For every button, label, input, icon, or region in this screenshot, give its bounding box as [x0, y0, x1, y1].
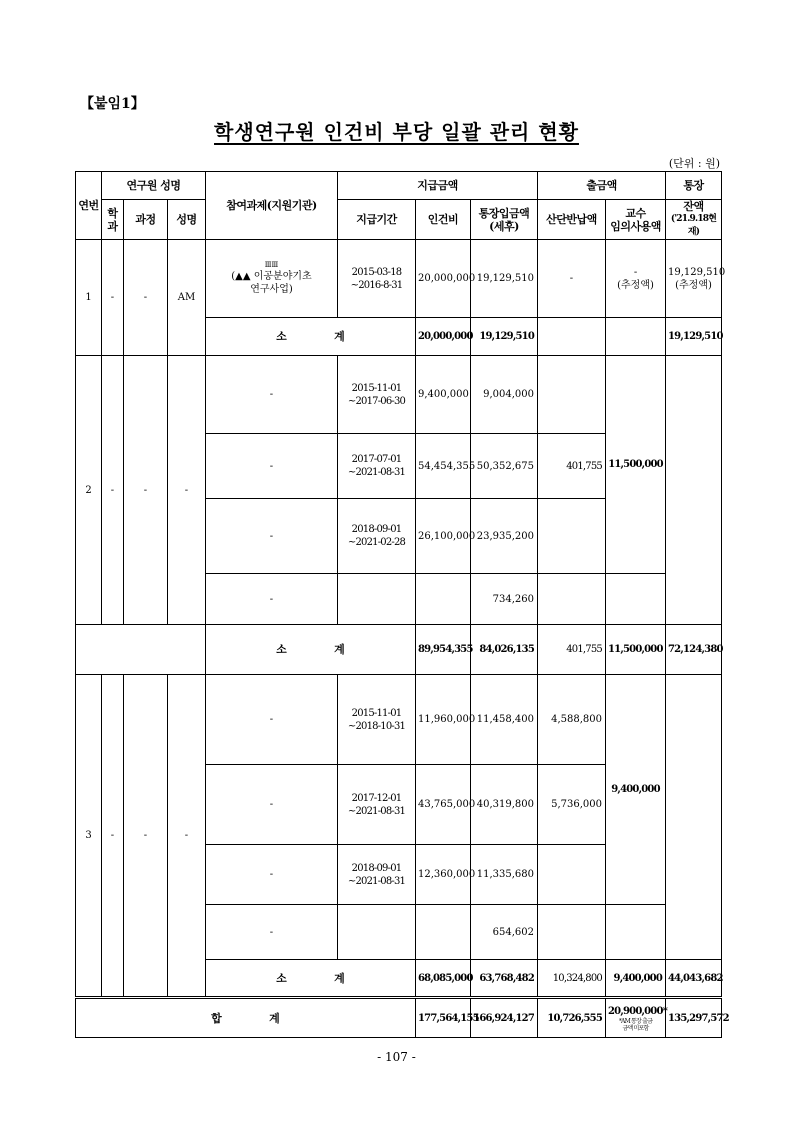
header-professor-line2: 임의사용액 [610, 219, 661, 233]
group3-name: - [168, 675, 206, 998]
group2-row1-deposit: 9,004,000 [471, 356, 538, 434]
group3-row3-period-line1: 2018-09-01 [351, 862, 402, 874]
group3-subtotal-balance: 44,043,682 [666, 960, 722, 998]
group3-subtotal-deposit: 63,768,482 [471, 960, 538, 998]
group1-project-line1: ⅢⅢ [264, 261, 279, 269]
group2-subtotal-deposit: 84,026,135 [471, 625, 538, 675]
group2-row1-project: - [206, 356, 338, 434]
group2-subtotal-label-b: 계 [334, 643, 345, 656]
group1-return: - [538, 240, 606, 318]
total-professor-value: 20,900,000* [608, 1005, 668, 1017]
header-balance [666, 200, 722, 240]
group3-row2-labor-cost: 43,765,000 [416, 765, 471, 845]
group1-department: - [102, 240, 124, 356]
group2-department: - [102, 356, 124, 625]
total-label-b: 계 [269, 1011, 280, 1025]
group1-subtotal-balance: 19,129,510 [666, 318, 722, 356]
group2-row2-return: 401,755 [538, 434, 606, 499]
attachment-label: 【붙임1】 [80, 96, 145, 112]
table-row [76, 675, 722, 765]
group3-subtotal-labor-cost: 68,085,000 [416, 960, 471, 998]
header-deposit-line1: 통장입금액 [478, 206, 530, 220]
group3-row3-project: - [206, 845, 338, 905]
group3-row2-return: 5,736,000 [538, 765, 606, 845]
group3-subtotal-label-b: 계 [334, 971, 345, 985]
group3-subtotal-professor: 9,400,000 [606, 960, 666, 998]
group2-subtotal-label-a: 소 [276, 643, 287, 656]
header-balance-line1: 통장 [666, 172, 722, 200]
group3-row4-period [338, 905, 416, 960]
group1-subtotal-label-a: 소 [276, 330, 287, 343]
group2-row1-period [338, 356, 416, 434]
group2-row1-labor-cost: 9,400,000 [416, 356, 471, 434]
group3-professor: 9,400,000 [606, 675, 666, 905]
group2-name: - [168, 356, 206, 625]
group2-row4-return [538, 574, 606, 625]
group3-row2-project: - [206, 765, 338, 845]
header-department: 학과 [102, 200, 124, 240]
group2-row3-project: - [206, 499, 338, 574]
total-return: 10,726,555 [538, 998, 606, 1038]
group3-no: 3 [76, 675, 102, 998]
group1-professor [606, 240, 666, 318]
group2-no: 2 [76, 356, 102, 625]
header-payment: 지급금액 [338, 172, 538, 200]
group1-balance-line2: (추정액) [675, 279, 712, 291]
group3-row3-period [338, 845, 416, 905]
group2-row3-period [338, 499, 416, 574]
group1-balance-line1: 19,129,510 [668, 266, 726, 278]
group2-row4-deposit: 734,260 [471, 574, 538, 625]
group3-row2-period [338, 765, 416, 845]
header-labor-cost: 인건비 [416, 200, 471, 240]
group2-subtotal-balance: 72,124,380 [666, 625, 722, 675]
header-return: 산단반납액 [538, 200, 606, 240]
total-label [76, 998, 416, 1038]
header-balance-line3: ('21.9.18현재) [670, 214, 717, 237]
group1-professor-line1: - [633, 266, 638, 278]
group1-professor-line2: (추정액) [617, 279, 654, 291]
labor-cost-table [75, 171, 729, 1038]
group1-labor-cost: 20,000,000 [416, 240, 471, 318]
group2-row2-period-line1: 2017-07-01 [351, 454, 402, 465]
group2-subtotal-return: 401,755 [538, 625, 606, 675]
group1-name: AM [168, 240, 206, 356]
group3-row1-project: - [206, 675, 338, 765]
group3-subtotal-label-a: 소 [276, 971, 287, 985]
group1-period-line1: 2015-03-18 [351, 266, 402, 278]
group3-row4-professor-empty [606, 905, 666, 960]
group3-row2-deposit: 40,319,800 [471, 765, 538, 845]
total-professor-note-line1: *AM 통장 출금 [618, 1017, 653, 1025]
group2-subtotal-left-empty [76, 625, 206, 675]
header-professor-line1: 교수 [625, 206, 646, 220]
page-title-text: 학생연구원 인건비 부당 일괄 관리 현황 [214, 120, 579, 144]
group1-subtotal-deposit: 19,129,510 [471, 318, 538, 356]
group2-row2-project: - [206, 434, 338, 499]
group3-course: - [124, 675, 168, 998]
header-balance-line2: 잔액 [683, 200, 704, 213]
group3-row4-deposit: 654,602 [471, 905, 538, 960]
group1-subtotal-label [206, 318, 416, 356]
total-labor-cost: 177,564,155 [416, 998, 471, 1038]
group3-row1-return: 4,588,800 [538, 675, 606, 765]
group3-balance-empty [666, 675, 722, 960]
header-withdrawal: 출금액 [538, 172, 666, 200]
group2-row1-period-line2: ~2017-06-30 [347, 395, 406, 407]
group1-project-line3: 연구사업) [250, 284, 293, 295]
group2-professor: 11,500,000 [606, 356, 666, 574]
group2-row2-deposit: 50,352,675 [471, 434, 538, 499]
group3-row1-period [338, 675, 416, 765]
group1-subtotal-label-b: 계 [334, 330, 345, 343]
group1-period-line2: ~2016-8-31 [350, 279, 403, 291]
subtotal-row [76, 625, 722, 675]
group3-row4-project: - [206, 905, 338, 960]
total-row [76, 998, 722, 1038]
group2-row3-deposit: 23,935,200 [471, 499, 538, 574]
group1-subtotal-professor [606, 318, 666, 356]
group3-row2-period-line2: ~2021-08-31 [347, 805, 406, 817]
group2-subtotal-labor-cost: 89,954,355 [416, 625, 471, 675]
total-balance: 135,297,572 [666, 998, 722, 1038]
group3-row3-period-line2: ~2021-08-31 [347, 875, 406, 887]
header-period: 지급기간 [338, 200, 416, 240]
group2-subtotal-label [206, 625, 416, 675]
group3-row1-labor-cost: 11,960,000 [416, 675, 471, 765]
table-row [76, 356, 722, 434]
group3-row1-period-line2: ~2018-10-31 [347, 720, 406, 732]
group3-row1-deposit: 11,458,400 [471, 675, 538, 765]
group2-row3-return [538, 499, 606, 574]
header-professor [606, 200, 666, 240]
group2-row3-labor-cost: 26,100,000 [416, 499, 471, 574]
group1-balance [666, 240, 726, 318]
group1-subtotal-labor-cost: 20,000,000 [416, 318, 471, 356]
header-no: 연번 [76, 172, 102, 240]
header-deposit [471, 200, 538, 240]
group2-row4-labor-cost [416, 574, 471, 625]
page-title [0, 116, 793, 145]
group1-subtotal-return [538, 318, 606, 356]
group3-row3-return [538, 845, 606, 905]
group2-row2-period [338, 434, 416, 499]
group3-subtotal-return: 10,324,800 [538, 960, 606, 998]
group2-subtotal-professor: 11,500,000 [606, 625, 666, 675]
group1-project-line2: (▲▲ 이공분야기초 [231, 271, 312, 282]
group3-subtotal-label [206, 960, 416, 998]
group2-course: - [124, 356, 168, 625]
header-project: 참여과제(지원기관) [206, 172, 338, 240]
group2-row4-professor-empty [606, 574, 666, 625]
header-deposit-line2: (세후) [489, 219, 519, 233]
total-label-a: 합 [211, 1011, 222, 1025]
total-professor [606, 998, 666, 1038]
group1-no: 1 [76, 240, 102, 356]
group2-balance-empty [666, 356, 722, 625]
group1-project [206, 240, 338, 318]
group3-row1-period-line1: 2015-11-01 [351, 707, 402, 719]
group1-course: - [124, 240, 168, 356]
group2-row4-period [338, 574, 416, 625]
total-deposit: 166,924,127 [471, 998, 538, 1038]
table-row [76, 240, 722, 318]
group2-row2-period-line2: ~2021-08-31 [347, 467, 406, 478]
unit-label: (단위 : 원) [668, 157, 720, 170]
group3-row2-period-line1: 2017-12-01 [351, 792, 402, 804]
group2-row1-period-line1: 2015-11-01 [351, 382, 402, 394]
page-number: - 107 - [377, 1050, 416, 1064]
header-researcher-name: 연구원 성명 [102, 172, 206, 200]
header-name: 성명 [168, 200, 206, 240]
group2-row3-period-line1: 2018-09-01 [351, 524, 402, 535]
group1-period [338, 240, 416, 318]
group3-row3-deposit: 11,335,680 [471, 845, 538, 905]
group2-row2-labor-cost: 54,454,355 [416, 434, 471, 499]
group2-row3-period-line2: ~2021-02-28 [347, 537, 406, 548]
group3-row4-labor-cost [416, 905, 471, 960]
group3-row4-return [538, 905, 606, 960]
group1-deposit: 19,129,510 [471, 240, 538, 318]
total-professor-note-line2: 금액 미포함 [622, 1024, 649, 1032]
group3-row3-labor-cost: 12,360,000 [416, 845, 471, 905]
header-course: 과정 [124, 200, 168, 240]
group2-row1-return [538, 356, 606, 434]
group2-row4-project: - [206, 574, 338, 625]
group3-department: - [102, 675, 124, 998]
